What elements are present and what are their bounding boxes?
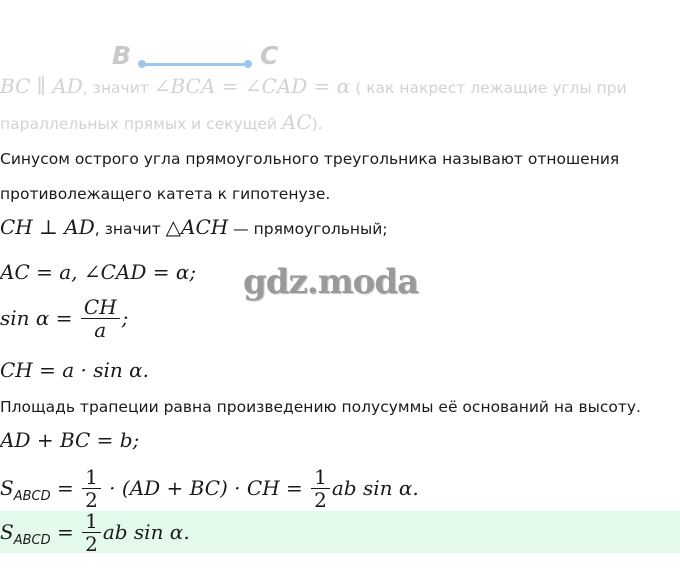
line-final-answer bbox=[0, 512, 190, 552]
fraction-denominator: 2 bbox=[314, 488, 327, 508]
text-parallel-lines: параллельных прямых и секущей bbox=[0, 115, 282, 133]
line-perpendicular bbox=[0, 215, 388, 239]
line-secant bbox=[0, 110, 323, 134]
text-right-triangle: — прямоугольный; bbox=[228, 220, 388, 238]
line-ch-formula: CH = a · sin α. bbox=[0, 358, 149, 382]
math-ab-sin-alpha: ab sin α. bbox=[102, 520, 190, 544]
math-bc-parallel-ad: BC ∥ AD bbox=[0, 74, 83, 98]
math-ac: AC bbox=[281, 110, 312, 134]
fraction-numerator: 1 bbox=[314, 468, 327, 489]
fraction-one-half bbox=[82, 468, 101, 508]
watermark-logo: gdz.moda bbox=[243, 262, 419, 302]
math-ch-perp-ad: CH ⊥ AD bbox=[0, 215, 95, 239]
math-subscript-abcd: ABCD bbox=[13, 489, 51, 504]
text-znachit: , значит bbox=[82, 79, 154, 97]
line-area-derivation bbox=[0, 468, 419, 508]
vertex-c-point bbox=[244, 60, 252, 68]
text-znachit-2: , значит bbox=[94, 220, 166, 238]
line-sine-definition-2: противолежащего катета к гипотенузе. bbox=[0, 185, 331, 203]
math-subscript-abcd: ABCD bbox=[13, 533, 51, 548]
fraction-denominator: 2 bbox=[85, 488, 98, 508]
segment-bc bbox=[140, 63, 250, 66]
math-s: S bbox=[0, 476, 14, 500]
math-angle-equality: ∠BCA = ∠CAD = α bbox=[153, 74, 351, 98]
line-ac-equals-a: AC = a, ∠CAD = α; bbox=[0, 260, 197, 284]
math-triangle-ach: △ACH bbox=[165, 215, 229, 239]
line-sin-alpha bbox=[0, 295, 129, 343]
line-trapezoid-area-rule: Площадь трапеции равна произведению полусуммы её оснований на высоту. bbox=[0, 398, 641, 416]
line-sum-of-bases: AD + BC = b; bbox=[0, 428, 140, 452]
fraction-ch-over-a bbox=[81, 296, 120, 341]
fraction-one-half bbox=[82, 512, 101, 552]
math-ab-sin-alpha: ab sin α. bbox=[331, 476, 419, 500]
math-sin-alpha: sin α = bbox=[0, 306, 79, 330]
math-area-middle: · (AD + BC) · CH = bbox=[102, 476, 310, 500]
fraction-denominator: a bbox=[94, 318, 107, 342]
math-s: S bbox=[0, 520, 14, 544]
fraction-numerator: 1 bbox=[85, 512, 98, 533]
math-equals: = bbox=[50, 520, 81, 544]
fraction-denominator: 2 bbox=[85, 532, 98, 552]
fraction-one-half-2 bbox=[311, 468, 330, 508]
line-sine-definition-1: Синусом острого угла прямоугольного треугольника называют отношения bbox=[0, 150, 620, 168]
math-equals: = bbox=[50, 476, 81, 500]
fraction-numerator: CH bbox=[83, 295, 117, 319]
text-close-paren: ). bbox=[311, 115, 323, 133]
math-semicolon: ; bbox=[121, 306, 129, 330]
line-parallel bbox=[0, 74, 627, 98]
vertex-c-label: C bbox=[260, 41, 279, 70]
vertex-b-label: B bbox=[112, 41, 132, 70]
text-alternate-angles: ( как накрест лежащие углы при bbox=[350, 79, 627, 97]
vertex-b-point bbox=[138, 60, 146, 68]
fraction-numerator: 1 bbox=[85, 468, 98, 489]
